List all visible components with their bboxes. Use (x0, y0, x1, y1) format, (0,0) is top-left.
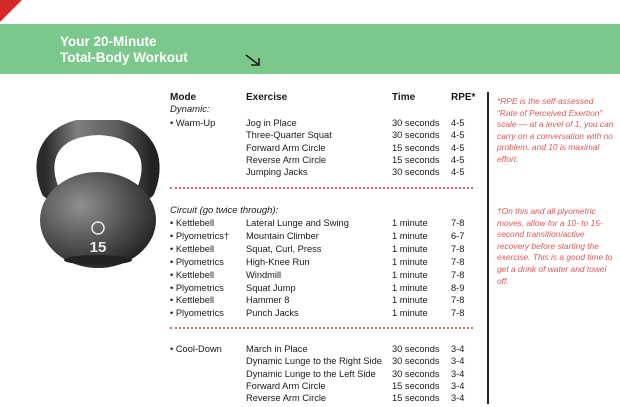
mode-cell: • Warm-Up (170, 118, 216, 128)
exercise-cell: Mountain Climber (246, 230, 319, 241)
exercise-cell: March in Place (246, 344, 308, 354)
rpe-cell: 7-8 (451, 256, 465, 267)
mode-cell: • Plyometrics (170, 308, 224, 319)
time-cell: 1 minute (392, 218, 428, 228)
table-row (170, 217, 480, 229)
time-cell: 30 seconds (392, 118, 440, 128)
mode-cell: • Plyometrics (170, 282, 224, 293)
rpe-cell: 3-4 (451, 356, 465, 367)
table-row (170, 380, 480, 392)
column-divider (487, 92, 489, 404)
time-cell: 15 seconds (392, 142, 440, 153)
time-cell: 15 seconds (392, 393, 440, 404)
time-cell: 1 minute (392, 295, 428, 306)
exercise-cell: Punch Jacks (246, 308, 299, 319)
time-cell: 15 seconds (392, 154, 440, 165)
rpe-cell: 4-5 (451, 142, 465, 153)
rpe-cell: 7-8 (451, 218, 465, 228)
kettlebell-weight-label: 15 (89, 239, 107, 256)
exercise-cell: Windmill (246, 269, 282, 280)
exercise-cell: Dynamic Lunge to the Right Side (246, 356, 382, 367)
table-row (170, 294, 480, 306)
warmup-subheading: Dynamic: (170, 104, 210, 115)
table-row (170, 256, 480, 268)
kettlebell-image (28, 120, 168, 275)
column-header-exercise: Exercise (246, 92, 288, 103)
mode-cell: • Plyometrics† (170, 230, 230, 241)
table-row (170, 142, 480, 154)
table-row (170, 230, 480, 242)
rpe-cell: 3-4 (451, 393, 465, 404)
exercise-cell: Hammer 8 (246, 295, 290, 306)
mode-cell: • Kettlebell (170, 243, 215, 254)
time-cell: 30 seconds (392, 344, 440, 354)
rpe-cell: 4-5 (451, 154, 465, 165)
rpe-cell: 3-4 (451, 344, 465, 354)
exercise-cell: Forward Arm Circle (246, 380, 326, 391)
table-row (170, 129, 480, 141)
divider (170, 187, 473, 189)
rpe-footnote: *RPE is the self-assessed “Rate of Perceived Exertion” scale — at a level of 1, you can carry on a conversation with no problem, and 10 is maximal effort. (497, 96, 614, 164)
title-banner (0, 24, 620, 74)
time-cell: 30 seconds (392, 167, 440, 178)
column-header-mode: Mode (170, 92, 197, 103)
exercise-cell: Jumping Jacks (246, 167, 308, 178)
arrow-down-right-icon (244, 53, 262, 72)
table-row (170, 269, 480, 281)
mode-cell: • Kettlebell (170, 269, 215, 280)
time-cell: 30 seconds (392, 130, 440, 141)
table-row (170, 117, 480, 129)
column-header-rpe: RPE* (451, 92, 476, 103)
exercise-cell: High-Knee Run (246, 256, 310, 267)
table-row (170, 243, 480, 255)
column-header-time: Time (392, 92, 416, 103)
rpe-cell: 8-9 (451, 282, 465, 293)
table-row (170, 166, 480, 178)
exercise-cell: Squat, Curl, Press (246, 243, 322, 254)
exercise-cell: Reverse Arm Circle (246, 154, 327, 165)
table-row (170, 368, 480, 380)
time-cell: 1 minute (392, 269, 428, 280)
table-row (170, 307, 480, 319)
page-title: Your 20-Minute Total-Body Workout (60, 34, 188, 65)
plyometrics-footnote: †On this and all plyometric moves, allow for a 10- to 15-second transition/active recovery before starting the exercise. This is a good time to get a drink of water and towel off. (497, 206, 613, 286)
rpe-cell: 4-5 (451, 130, 465, 141)
rpe-cell: 7-8 (451, 295, 465, 306)
exercise-cell: Squat Jump (246, 282, 296, 293)
rpe-cell: 7-8 (451, 269, 465, 280)
time-cell: 1 minute (392, 230, 428, 241)
rpe-cell: 7-8 (451, 308, 465, 319)
mode-cell: • Plyometrics (170, 256, 224, 267)
table-row (170, 343, 480, 355)
mode-cell: • Kettlebell (170, 295, 215, 306)
table-row (170, 154, 480, 166)
rpe-cell: 6-7 (451, 230, 465, 241)
mode-cell: • Cool-Down (170, 344, 222, 354)
exercise-cell: Forward Arm Circle (246, 142, 326, 153)
time-cell: 1 minute (392, 256, 428, 267)
exercise-cell: Dynamic Lunge to the Left Side (246, 368, 376, 379)
divider (170, 327, 473, 329)
mode-cell: • Kettlebell (170, 218, 215, 228)
circuit-subheading: Circuit (go twice through): (170, 205, 279, 216)
rpe-cell: 4-5 (451, 118, 465, 128)
rpe-cell: 4-5 (451, 167, 465, 178)
rpe-cell: 3-4 (451, 380, 465, 391)
time-cell: 30 seconds (392, 356, 440, 367)
time-cell: 30 seconds (392, 368, 440, 379)
rpe-cell: 3-4 (451, 368, 465, 379)
corner-accent (0, 0, 22, 22)
table-row (170, 392, 480, 404)
time-cell: 1 minute (392, 308, 428, 319)
table-row (170, 282, 480, 294)
table-row (170, 355, 480, 367)
exercise-cell: Three-Quarter Squat (246, 130, 332, 141)
time-cell: 1 minute (392, 282, 428, 293)
time-cell: 15 seconds (392, 380, 440, 391)
exercise-cell: Reverse Arm Circle (246, 393, 327, 404)
rpe-cell: 7-8 (451, 243, 465, 254)
exercise-cell: Jog in Place (246, 118, 297, 128)
exercise-cell: Lateral Lunge and Swing (246, 218, 349, 228)
time-cell: 1 minute (392, 243, 428, 254)
